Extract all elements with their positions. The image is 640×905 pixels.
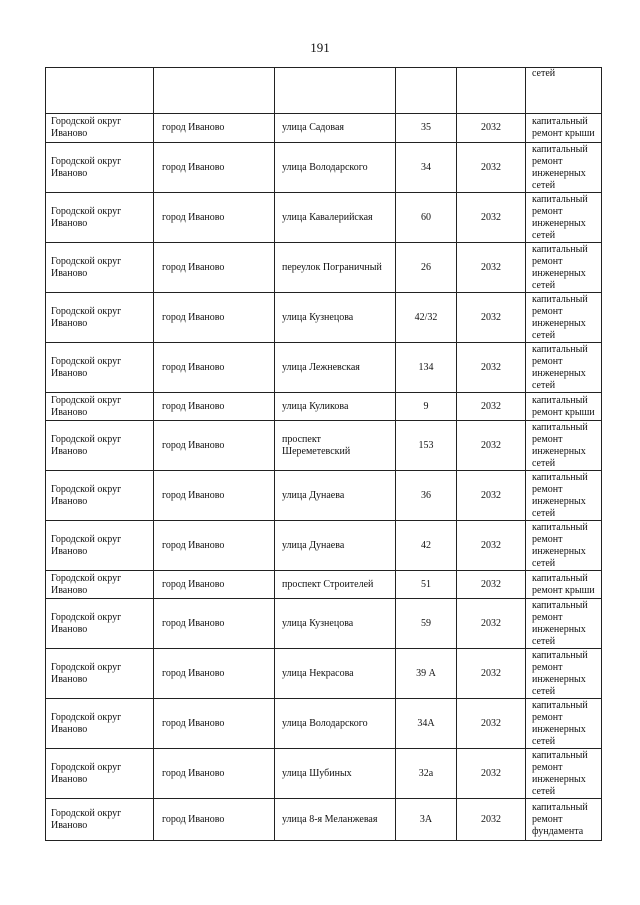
table-row xyxy=(46,799,602,841)
table-row xyxy=(46,699,602,749)
municipality-cell: Городской округ Иваново xyxy=(46,571,154,599)
municipality-cell: Городской округ Иваново xyxy=(46,699,154,749)
municipality-cell: Городской округ Иваново xyxy=(46,421,154,471)
house-cell: 35 xyxy=(396,114,457,143)
house-cell: 42/32 xyxy=(396,293,457,343)
street-cell: улица Шубиных xyxy=(275,749,396,799)
work-type-cell: капитальный ремонт инженерных сетей xyxy=(526,649,602,699)
street-cell: улица Дунаева xyxy=(275,471,396,521)
street-cell: улица Дунаева xyxy=(275,521,396,571)
city-cell: город Иваново xyxy=(154,471,275,521)
year-cell xyxy=(457,68,526,114)
municipality-cell: Городской округ Иваново xyxy=(46,393,154,421)
city-cell: город Иваново xyxy=(154,143,275,193)
city-cell: город Иваново xyxy=(154,571,275,599)
street-cell: улица Некрасова xyxy=(275,649,396,699)
house-cell: 3А xyxy=(396,799,457,841)
city-cell: город Иваново xyxy=(154,193,275,243)
work-type-cell: капитальный ремонт инженерных сетей xyxy=(526,749,602,799)
street-cell: улица Кузнецова xyxy=(275,599,396,649)
work-type-cell: капитальный ремонт инженерных сетей xyxy=(526,599,602,649)
city-cell: город Иваново xyxy=(154,649,275,699)
work-type-cell: сетей xyxy=(526,68,602,114)
table-row xyxy=(46,471,602,521)
table-row xyxy=(46,293,602,343)
year-cell: 2032 xyxy=(457,799,526,841)
city-cell: город Иваново xyxy=(154,243,275,293)
work-type-cell: капитальный ремонт инженерных сетей xyxy=(526,343,602,393)
table-row xyxy=(46,749,602,799)
work-type-cell: капитальный ремонт инженерных сетей xyxy=(526,243,602,293)
year-cell: 2032 xyxy=(457,293,526,343)
house-cell: 34А xyxy=(396,699,457,749)
work-type-cell: капитальный ремонт инженерных сетей xyxy=(526,471,602,521)
city-cell: город Иваново xyxy=(154,114,275,143)
house-cell: 36 xyxy=(396,471,457,521)
municipality-cell xyxy=(46,68,154,114)
city-cell: город Иваново xyxy=(154,421,275,471)
street-cell: улица Кузнецова xyxy=(275,293,396,343)
year-cell: 2032 xyxy=(457,521,526,571)
house-cell: 32а xyxy=(396,749,457,799)
city-cell: город Иваново xyxy=(154,293,275,343)
house-cell: 51 xyxy=(396,571,457,599)
work-type-cell: капитальный ремонт инженерных сетей xyxy=(526,143,602,193)
municipality-cell: Городской округ Иваново xyxy=(46,343,154,393)
house-cell xyxy=(396,68,457,114)
year-cell: 2032 xyxy=(457,193,526,243)
year-cell: 2032 xyxy=(457,343,526,393)
municipality-cell: Городской округ Иваново xyxy=(46,599,154,649)
table-row xyxy=(46,114,602,143)
year-cell: 2032 xyxy=(457,699,526,749)
municipality-cell: Городской округ Иваново xyxy=(46,243,154,293)
municipality-cell: Городской округ Иваново xyxy=(46,521,154,571)
table-row xyxy=(46,521,602,571)
street-cell: проспект Шереметевский xyxy=(275,421,396,471)
table-row xyxy=(46,343,602,393)
table-row xyxy=(46,393,602,421)
year-cell: 2032 xyxy=(457,649,526,699)
street-cell: улица Куликова xyxy=(275,393,396,421)
city-cell xyxy=(154,68,275,114)
repair-schedule-table xyxy=(45,67,602,841)
house-cell: 153 xyxy=(396,421,457,471)
city-cell: город Иваново xyxy=(154,799,275,841)
municipality-cell: Городской округ Иваново xyxy=(46,143,154,193)
street-cell: улица Володарского xyxy=(275,699,396,749)
house-cell: 60 xyxy=(396,193,457,243)
house-cell: 42 xyxy=(396,521,457,571)
house-cell: 39 А xyxy=(396,649,457,699)
street-cell: улица Володарского xyxy=(275,143,396,193)
street-cell: улица Кавалерийская xyxy=(275,193,396,243)
street-cell: улица 8-я Меланжевая xyxy=(275,799,396,841)
house-cell: 9 xyxy=(396,393,457,421)
table-row xyxy=(46,243,602,293)
municipality-cell: Городской округ Иваново xyxy=(46,749,154,799)
table-row xyxy=(46,421,602,471)
work-type-cell: капитальный ремонт крыши xyxy=(526,114,602,143)
table-row xyxy=(46,193,602,243)
work-type-cell: капитальный ремонт инженерных сетей xyxy=(526,699,602,749)
city-cell: город Иваново xyxy=(154,521,275,571)
street-cell: переулок Пограничный xyxy=(275,243,396,293)
house-cell: 59 xyxy=(396,599,457,649)
page-number: 191 xyxy=(310,40,330,55)
municipality-cell: Городской округ Иваново xyxy=(46,471,154,521)
work-type-cell: капитальный ремонт инженерных сетей xyxy=(526,521,602,571)
year-cell: 2032 xyxy=(457,143,526,193)
city-cell: город Иваново xyxy=(154,749,275,799)
year-cell: 2032 xyxy=(457,393,526,421)
work-type-cell: капитальный ремонт крыши xyxy=(526,571,602,599)
municipality-cell: Городской округ Иваново xyxy=(46,114,154,143)
municipality-cell: Городской округ Иваново xyxy=(46,193,154,243)
street-cell: улица Садовая xyxy=(275,114,396,143)
year-cell: 2032 xyxy=(457,471,526,521)
municipality-cell: Городской округ Иваново xyxy=(46,293,154,343)
year-cell: 2032 xyxy=(457,599,526,649)
street-cell xyxy=(275,68,396,114)
table-row xyxy=(46,571,602,599)
city-cell: город Иваново xyxy=(154,699,275,749)
work-type-cell: капитальный ремонт инженерных сетей xyxy=(526,421,602,471)
street-cell: проспект Строителей xyxy=(275,571,396,599)
work-type-cell: капитальный ремонт фундамента xyxy=(526,799,602,841)
year-cell: 2032 xyxy=(457,243,526,293)
city-cell: город Иваново xyxy=(154,599,275,649)
table-row xyxy=(46,143,602,193)
table-row xyxy=(46,649,602,699)
year-cell: 2032 xyxy=(457,114,526,143)
street-cell: улица Лежневская xyxy=(275,343,396,393)
year-cell: 2032 xyxy=(457,421,526,471)
municipality-cell: Городской округ Иваново xyxy=(46,799,154,841)
house-cell: 26 xyxy=(396,243,457,293)
house-cell: 134 xyxy=(396,343,457,393)
work-type-cell: капитальный ремонт инженерных сетей xyxy=(526,293,602,343)
work-type-cell: капитальный ремонт инженерных сетей xyxy=(526,193,602,243)
year-cell: 2032 xyxy=(457,749,526,799)
house-cell: 34 xyxy=(396,143,457,193)
municipality-cell: Городской округ Иваново xyxy=(46,649,154,699)
year-cell: 2032 xyxy=(457,571,526,599)
table-row xyxy=(46,599,602,649)
city-cell: город Иваново xyxy=(154,343,275,393)
work-type-cell: капитальный ремонт крыши xyxy=(526,393,602,421)
continuation-row xyxy=(46,68,602,114)
city-cell: город Иваново xyxy=(154,393,275,421)
